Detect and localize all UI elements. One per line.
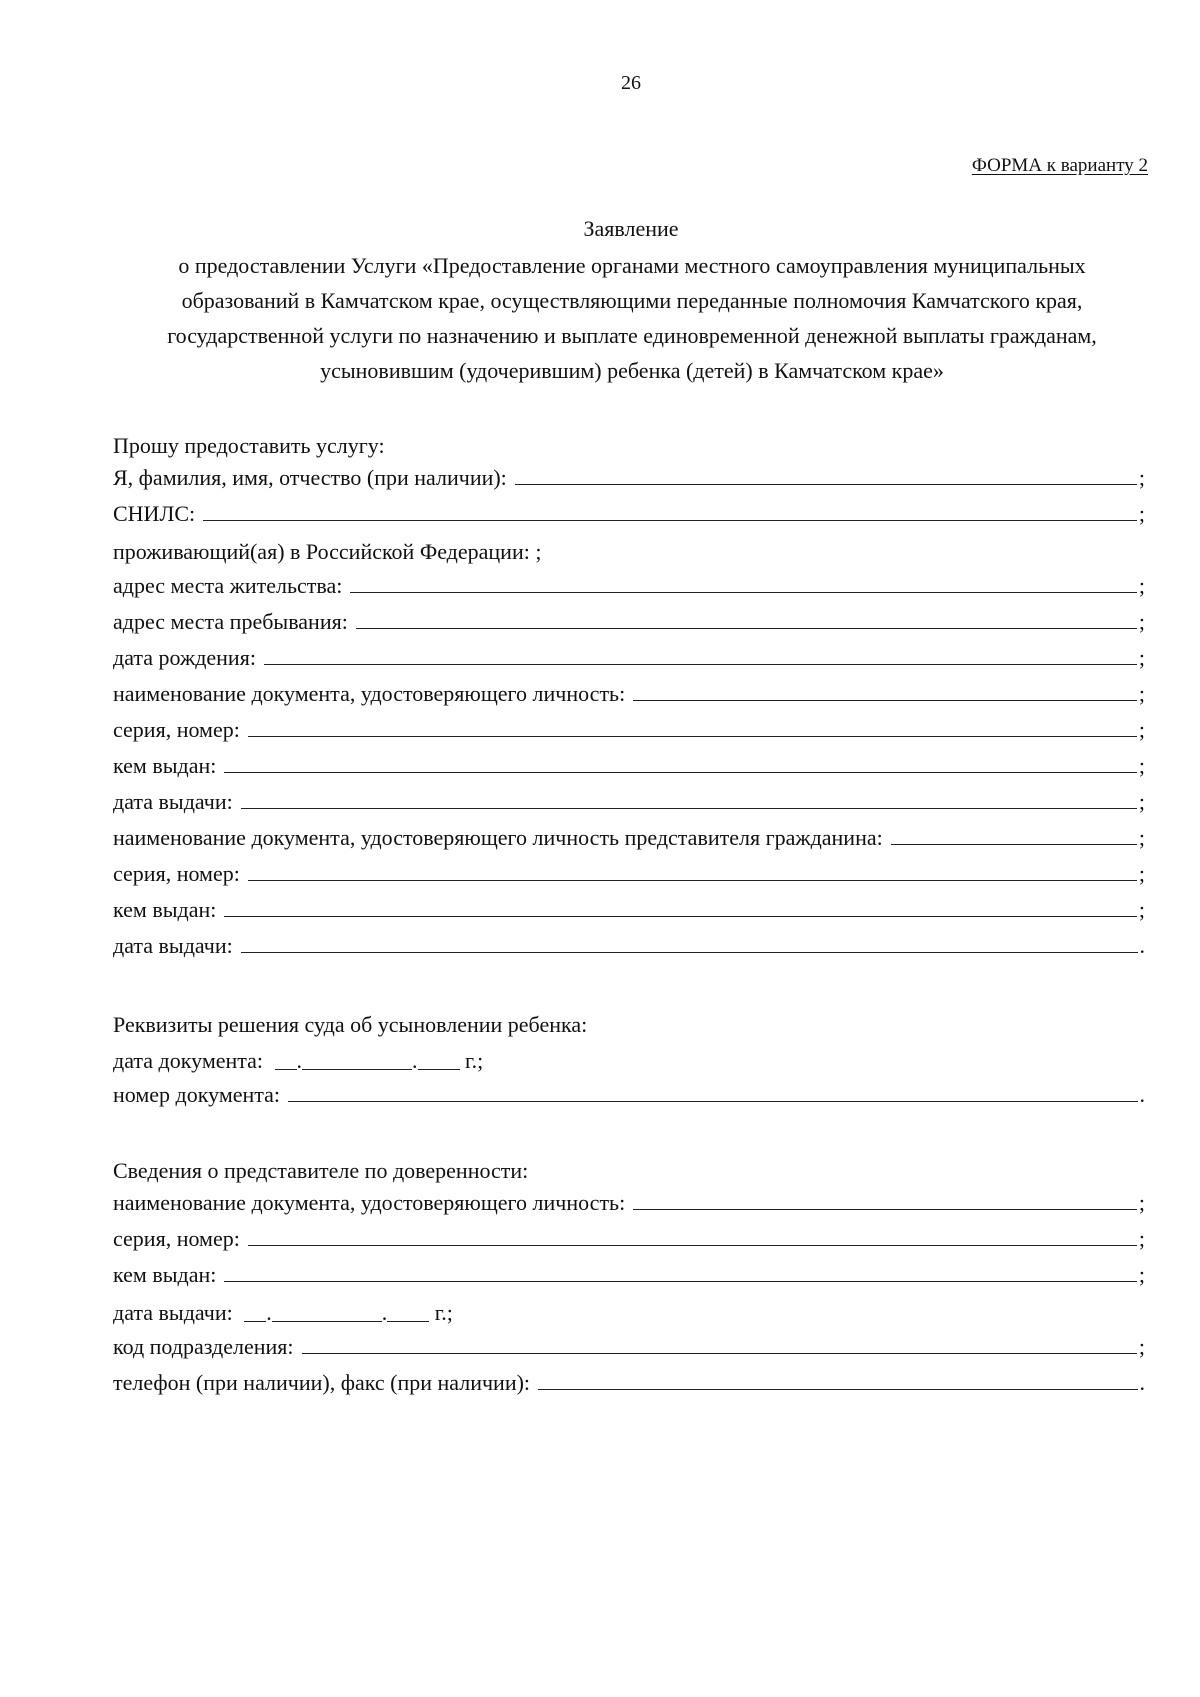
field-rep-issued-by: кем выдан: ; — [113, 897, 1145, 922]
field-label: код подразделения: — [113, 1334, 294, 1359]
field-label: дата выдачи: — [113, 933, 233, 958]
subtitle-line: о предоставлении Услуги «Предоставление органами местного самоуправления муниципальных — [178, 253, 1086, 278]
field-phone-fax: телефон (при наличии), факс (при наличии): . — [113, 1370, 1145, 1395]
field-birth-date: дата рождения: ; — [113, 645, 1145, 670]
field-rep-id-doc: наименование документа, удостоверяющего личность представителя гражданина: ; — [113, 825, 1145, 850]
field-label: дата выдачи: — [113, 789, 233, 814]
field-label: наименование документа, удостоверяющего личность представителя гражданина: — [113, 825, 883, 850]
field-label: наименование документа, удостоверяющего личность: — [113, 681, 626, 706]
field-id-doc: наименование документа, удостоверяющего личность: ; — [113, 681, 1145, 706]
proxy-series-number-input-line[interactable] — [248, 1244, 1137, 1246]
field-proxy-series-number: серия, номер: ; — [113, 1226, 1145, 1251]
rep-issued-by-input-line[interactable] — [224, 915, 1137, 917]
address-residence-input-line[interactable] — [350, 591, 1136, 593]
proxy-id-doc-input-line[interactable] — [633, 1208, 1137, 1210]
field-proxy-id-doc: наименование документа, удостоверяющего личность: ; — [113, 1190, 1145, 1215]
field-label: номер документа: — [113, 1082, 281, 1107]
rep-series-number-input-line[interactable] — [248, 879, 1137, 881]
field-proxy-issued-by: кем выдан: ; — [113, 1262, 1145, 1287]
rep-id-doc-input-line[interactable] — [891, 843, 1137, 845]
issue-date-input-line[interactable] — [241, 807, 1137, 809]
field-label: телефон (при наличии), факс (при наличии): — [113, 1370, 531, 1395]
proxy-issued-by-input-line[interactable] — [224, 1280, 1137, 1282]
field-address-stay: адрес места пребывания: ; — [113, 609, 1145, 634]
field-label: дата документа: — [113, 1048, 264, 1073]
field-proxy-issue-date: дата выдачи: . . г.; — [113, 1300, 453, 1325]
id-doc-input-line[interactable] — [633, 699, 1137, 701]
subtitle-line: государственной услуги по назначению и выплате единовременной денежной выплаты гражданам, — [167, 323, 1097, 348]
issued-by-input-line[interactable] — [224, 771, 1137, 773]
fio-input-line[interactable] — [515, 483, 1137, 485]
field-label: дата выдачи: — [113, 1300, 233, 1325]
field-division-code: код подразделения: ; — [113, 1334, 1145, 1359]
field-label: Я, фамилия, имя, отчество (при наличии): — [113, 465, 507, 490]
division-code-input-line[interactable] — [302, 1352, 1137, 1354]
field-label: адрес места жительства: — [113, 573, 343, 598]
series-number-input-line[interactable] — [248, 735, 1137, 737]
field-label: кем выдан: — [113, 1262, 217, 1287]
phone-fax-input-line[interactable] — [538, 1388, 1137, 1390]
field-court-doc-date: дата документа: . . г.; — [113, 1048, 484, 1073]
field-label: адрес места пребывания: — [113, 609, 348, 634]
day-input-line[interactable] — [244, 1320, 266, 1322]
section1-heading: Прошу предоставить услугу: — [113, 433, 385, 458]
field-label: кем выдан: — [113, 897, 217, 922]
field-label: наименование документа, удостоверяющего личность: — [113, 1190, 626, 1215]
snils-input-line[interactable] — [203, 519, 1137, 521]
page-number: 26 — [621, 72, 641, 94]
field-court-doc-number: номер документа: . — [113, 1082, 1145, 1107]
field-rep-series-number: серия, номер: ; — [113, 861, 1145, 886]
section3-heading: Сведения о представителе по доверенности: — [113, 1158, 529, 1183]
field-issued-by: кем выдан: ; — [113, 753, 1145, 778]
field-series-number: серия, номер: ; — [113, 717, 1145, 742]
field-label: дата рождения: — [113, 645, 256, 670]
rep-issue-date-input-line[interactable] — [241, 951, 1138, 953]
residing-line: проживающий(ая) в Российской Федерации: ; — [113, 539, 542, 564]
year-input-line[interactable] — [387, 1320, 429, 1322]
month-input-line[interactable] — [272, 1320, 382, 1322]
field-label: серия, номер: — [113, 861, 240, 886]
court-doc-number-input-line[interactable] — [288, 1100, 1137, 1102]
field-label: кем выдан: — [113, 753, 217, 778]
field-fio: Я, фамилия, имя, отчество (при наличии): ; — [113, 465, 1145, 490]
subtitle-line: усыновившим (удочерившим) ребенка (детей) в Камчатском крае» — [320, 358, 944, 383]
field-label: СНИЛС: — [113, 501, 196, 526]
subtitle-line: образований в Камчатском крае, осуществляющими переданные полномочия Камчатского края, — [181, 288, 1083, 313]
field-issue-date: дата выдачи: ; — [113, 789, 1145, 814]
birth-date-input-line[interactable] — [264, 663, 1137, 665]
field-snils: СНИЛС: ; — [113, 501, 1145, 526]
document-title: Заявление — [583, 216, 679, 241]
field-label: серия, номер: — [113, 717, 240, 742]
field-address-residence: адрес места жительства: ; — [113, 573, 1145, 598]
document-subtitle — [108, 248, 1156, 388]
year-input-line[interactable] — [418, 1068, 460, 1070]
field-label: серия, номер: — [113, 1226, 240, 1251]
day-input-line[interactable] — [275, 1068, 297, 1070]
section2-heading: Реквизиты решения суда об усыновлении ребенка: — [113, 1012, 588, 1037]
address-stay-input-line[interactable] — [356, 627, 1137, 629]
form-variant-label: ФОРМА к варианту 2 — [971, 155, 1148, 176]
field-rep-issue-date: дата выдачи: . — [113, 933, 1145, 958]
month-input-line[interactable] — [302, 1068, 412, 1070]
